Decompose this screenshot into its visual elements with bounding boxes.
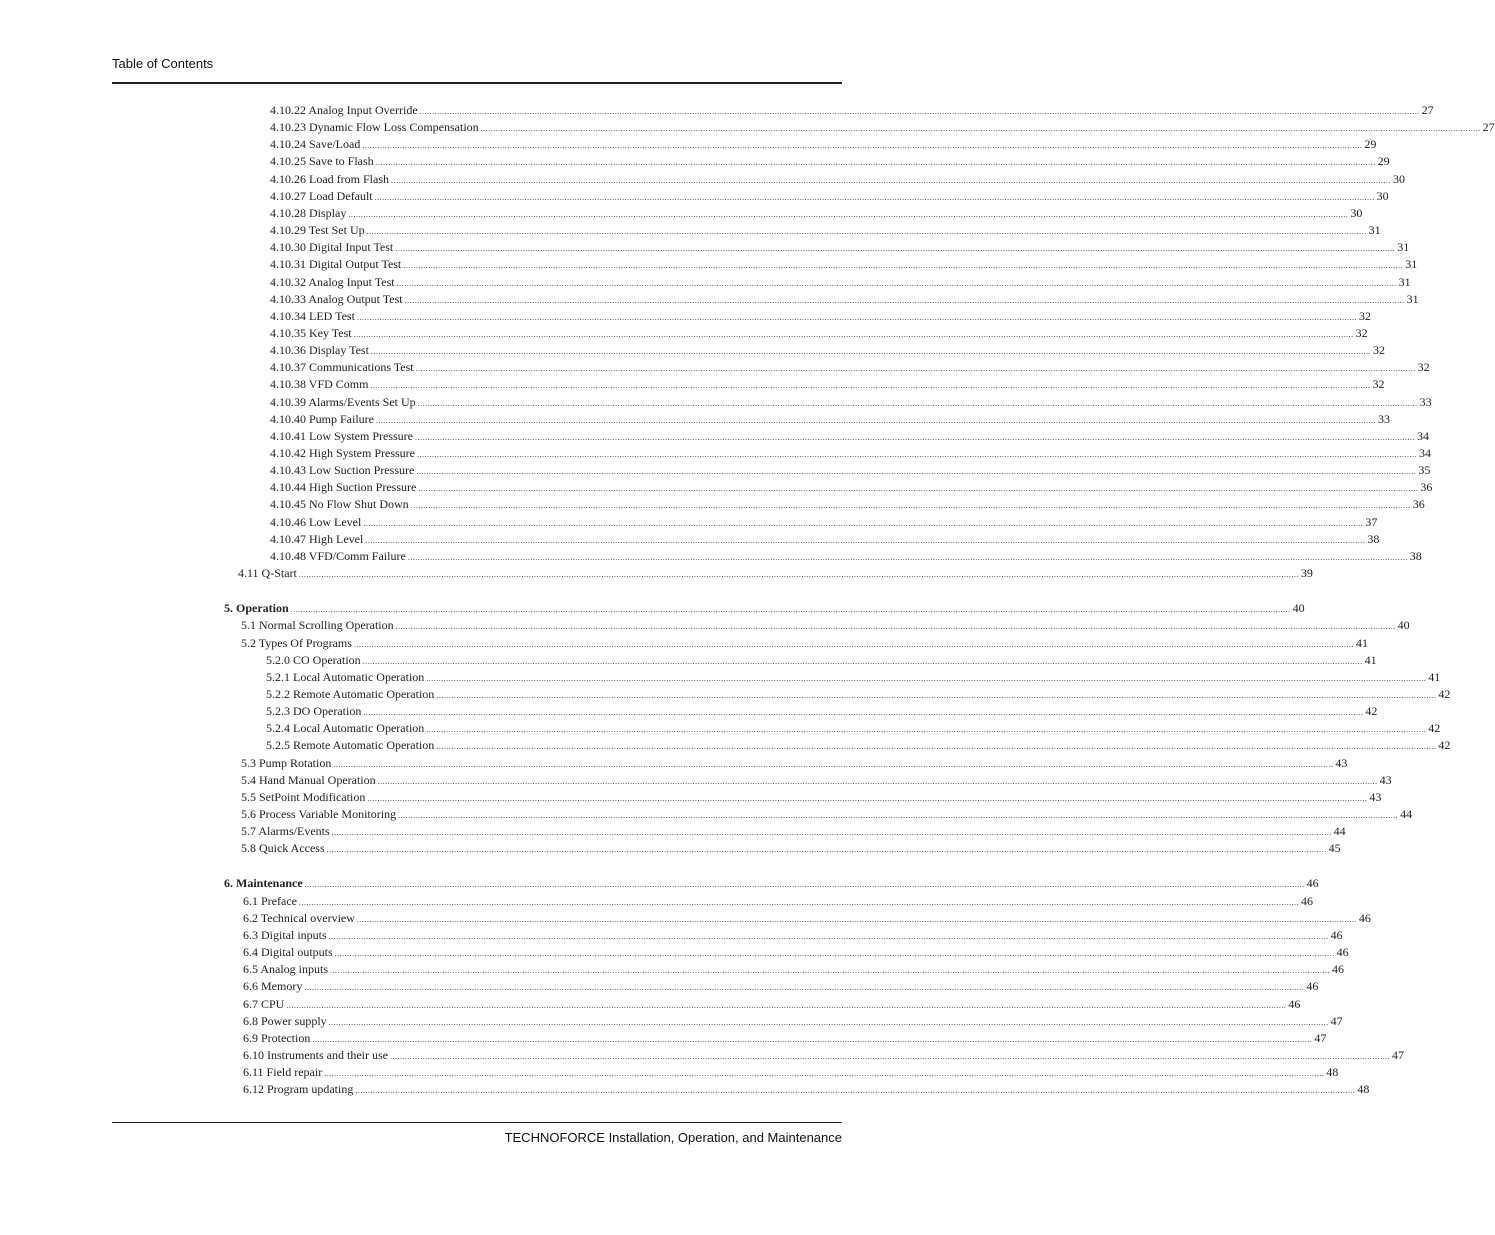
toc-entry[interactable] (243, 1064, 1339, 1080)
toc-leader-dots: ................................................................................................................................................................................................................................................................................................................................................................................................................ (404, 295, 1405, 305)
toc-entry-page: 45 (1328, 841, 1341, 856)
toc-entry-title: 4.10.38 VFD Comm (270, 377, 369, 392)
toc-entry[interactable] (270, 411, 1390, 427)
toc-entry[interactable] (270, 188, 1389, 204)
toc-entry[interactable] (243, 893, 1313, 909)
toc-leader-dots: ................................................................................................................................................................................................................................................................................................................................................................................................................ (407, 552, 1408, 562)
toc-entry[interactable] (270, 496, 1425, 512)
toc-entry-page: 30 (1350, 205, 1363, 220)
toc-entry-title: 4.10.42 High System Pressure (270, 446, 415, 460)
toc-entry-title: 5.2.4 Local Automatic Operation (266, 721, 425, 736)
toc-leader-dots: ................................................................................................................................................................................................................................................................................................................................................................................................................ (356, 914, 1357, 924)
toc-entry-page: 30 (1393, 171, 1405, 186)
toc-entry-title: 6.11 Field repair (243, 1065, 323, 1080)
toc-entry[interactable] (270, 514, 1378, 530)
toc-entry[interactable] (270, 222, 1381, 238)
toc-leader-dots: ................................................................................................................................................................................................................................................................................................................................................................................................................ (348, 209, 1349, 219)
toc-entry-title: 4.10.29 Test Set Up (270, 223, 365, 238)
toc-entry[interactable] (243, 996, 1301, 1012)
toc-entry[interactable] (266, 669, 1441, 685)
toc-entry-title: 6.5 Analog inputs (243, 962, 329, 977)
toc-entry-page: 48 (1357, 1082, 1370, 1097)
toc-entry-title: 5.3 Pump Rotation (241, 755, 332, 770)
toc-entry-page: 47 (1314, 1030, 1327, 1045)
toc-entry-title: 6.9 Protection (243, 1030, 311, 1045)
toc-entry-title: 4.10.24 Save/Load (270, 137, 361, 152)
toc-leader-dots: ................................................................................................................................................................................................................................................................................................................................................................................................................ (328, 1017, 1329, 1027)
toc-leader-dots: ................................................................................................................................................................................................................................................................................................................................................................................................................ (436, 742, 1437, 752)
toc-leader-dots: ................................................................................................................................................................................................................................................................................................................................................................................................................ (290, 605, 1291, 615)
toc-entry[interactable] (243, 927, 1343, 943)
toc-leader-dots: ................................................................................................................................................................................................................................................................................................................................................................................................................ (304, 880, 1305, 890)
toc-leader-dots: ................................................................................................................................................................................................................................................................................................................................................................................................................ (366, 227, 1367, 237)
toc-entry[interactable] (270, 171, 1405, 187)
toc-entry[interactable] (270, 136, 1377, 152)
toc-entry[interactable] (266, 686, 1451, 702)
toc-entry[interactable] (270, 359, 1430, 375)
toc-entry-title: 4.10.35 Key Test (270, 325, 352, 340)
toc-entry[interactable] (270, 428, 1429, 444)
toc-entry-title: 4.10.33 Analog Output Test (270, 291, 403, 306)
toc-entry-page: 44 (1400, 807, 1413, 821)
toc-entry-title: 5.2.0 CO Operation (266, 652, 361, 667)
toc-entry-title: 6.4 Digital outputs (243, 945, 333, 960)
toc-entry-page: 29 (1364, 137, 1377, 152)
toc-entry[interactable] (270, 308, 1371, 324)
toc-leader-dots: ................................................................................................................................................................................................................................................................................................................................................................................................................ (395, 244, 1396, 254)
toc-leader-dots: ................................................................................................................................................................................................................................................................................................................................................................................................................ (480, 124, 1481, 134)
toc-entry-title: 5.7 Alarms/Events (241, 824, 330, 839)
toc-leader-dots: ................................................................................................................................................................................................................................................................................................................................................................................................................ (417, 450, 1417, 459)
toc-entry[interactable] (270, 376, 1385, 392)
toc-entry[interactable] (266, 703, 1378, 719)
toc-entry-title: 4.10.41 Low System Pressure (270, 428, 413, 443)
toc-entry-page: 27 (1482, 120, 1495, 135)
toc-leader-dots: ................................................................................................................................................................................................................................................................................................................................................................................................................ (304, 983, 1305, 993)
toc-leader-dots: ................................................................................................................................................................................................................................................................................................................................................................................................................ (367, 793, 1368, 803)
toc-entry-title: 4.10.23 Dynamic Flow Loss Compensation (270, 120, 479, 135)
toc-entry-page: 46 (1306, 876, 1319, 891)
toc-entry-title: 5.8 Quick Access (241, 841, 325, 856)
toc-leader-dots: ................................................................................................................................................................................................................................................................................................................................................................................................................ (375, 158, 1376, 168)
toc-entry-page: 29 (1377, 154, 1390, 169)
toc-entry[interactable] (241, 789, 1382, 805)
toc-leader-dots: ................................................................................................................................................................................................................................................................................................................................................................................................................ (298, 897, 1299, 907)
toc-entry[interactable] (270, 119, 1495, 135)
toc-leader-dots: ................................................................................................................................................................................................................................................................................................................................................................................................................ (353, 639, 1354, 649)
toc-entry-title: 4.10.40 Pump Failure (270, 411, 374, 426)
toc-leader-dots: ................................................................................................................................................................................................................................................................................................................................................................................................................ (415, 432, 1415, 442)
toc-leader-dots: ................................................................................................................................................................................................................................................................................................................................................................................................................ (377, 776, 1378, 786)
toc-entry-title: 4.10.43 Low Suction Pressure (270, 463, 415, 478)
toc-entry-page: 46 (1332, 962, 1345, 977)
toc-entry[interactable] (241, 772, 1392, 788)
toc-leader-dots: ................................................................................................................................................................................................................................................................................................................................................................................................................ (398, 811, 1399, 820)
toc-leader-dots: ................................................................................................................................................................................................................................................................................................................................................................................................................ (333, 759, 1334, 769)
footer-divider (112, 1122, 842, 1123)
toc-leader-dots: ................................................................................................................................................................................................................................................................................................................................................................................................................ (426, 725, 1427, 735)
toc-entry-page: 42 (1438, 686, 1451, 701)
toc-leader-dots: ................................................................................................................................................................................................................................................................................................................................................................................................................ (418, 484, 1419, 494)
toc-entry-page: 43 (1369, 789, 1382, 804)
toc-entry[interactable] (241, 806, 1413, 822)
toc-leader-dots: ................................................................................................................................................................................................................................................................................................................................................................................................................ (312, 1034, 1313, 1044)
toc-entry[interactable] (270, 394, 1432, 410)
toc-entry-title: 4.10.46 Low Level (270, 514, 362, 529)
toc-entry-title: 4.11 Q-Start (238, 566, 297, 581)
toc-entry[interactable] (241, 840, 1341, 856)
toc-entry-page: 35 (1418, 463, 1431, 478)
toc-entry-page: 42 (1438, 738, 1451, 753)
toc-entry-page: 46 (1306, 979, 1319, 994)
toc-entry-page: 46 (1300, 893, 1313, 908)
toc-leader-dots: ................................................................................................................................................................................................................................................................................................................................................................................................................ (353, 329, 1354, 339)
toc-entry-page: 47 (1391, 1047, 1404, 1062)
toc-entry-title: 4.10.30 Digital Input Test (270, 240, 394, 255)
toc-entry-page: 39 (1300, 566, 1313, 581)
toc-entry-page: 33 (1378, 411, 1390, 426)
toc-entry-page: 37 (1365, 514, 1378, 529)
toc-leader-dots: ................................................................................................................................................................................................................................................................................................................................................................................................................ (286, 1000, 1287, 1010)
toc-entry-page: 31 (1397, 240, 1410, 255)
toc-entry-title: 5.5 SetPoint Modification (241, 789, 366, 804)
toc-leader-dots: ................................................................................................................................................................................................................................................................................................................................................................................................................ (298, 570, 1299, 580)
toc-entry[interactable] (243, 1081, 1370, 1097)
page-footer-text: TECHNOFORCE Installation, Operation, and Maintenance (504, 1130, 842, 1145)
toc-entry-page: 41 (1428, 669, 1441, 684)
toc-entry[interactable] (270, 342, 1385, 358)
toc-entry[interactable] (270, 239, 1410, 255)
toc-entry-page: 41 (1364, 652, 1377, 667)
toc-leader-dots: ................................................................................................................................................................................................................................................................................................................................................................................................................ (363, 518, 1364, 528)
toc-entry[interactable] (270, 325, 1368, 341)
toc-leader-dots: ................................................................................................................................................................................................................................................................................................................................................................................................................ (365, 535, 1366, 545)
toc-entry-page: 43 (1335, 755, 1348, 770)
toc-entry-title: 6.6 Memory (243, 979, 303, 994)
toc-entry[interactable] (270, 531, 1380, 547)
toc-entry[interactable] (266, 737, 1451, 753)
toc-entry-page: 48 (1326, 1065, 1339, 1080)
toc-entry-title: 6.2 Technical overview (243, 910, 355, 925)
toc-entry-title: 4.10.28 Display (270, 205, 347, 220)
toc-leader-dots: ................................................................................................................................................................................................................................................................................................................................................................................................................ (410, 501, 1411, 511)
toc-entry-page: 32 (1372, 377, 1385, 392)
toc-entry-page: 46 (1288, 996, 1301, 1011)
toc-entry-page: 34 (1419, 446, 1431, 460)
toc-entry[interactable] (243, 944, 1349, 960)
toc-entry-page: 36 (1420, 480, 1433, 495)
toc-entry-page: 38 (1367, 531, 1380, 546)
toc-leader-dots: ................................................................................................................................................................................................................................................................................................................................................................................................................ (370, 381, 1371, 391)
toc-entry-title: 6.10 Instruments and their use (243, 1047, 388, 1062)
toc-leader-dots: ................................................................................................................................................................................................................................................................................................................................................................................................................ (374, 192, 1375, 202)
toc-entry[interactable] (243, 1047, 1404, 1063)
toc-entry[interactable] (243, 1030, 1327, 1046)
toc-entry-page: 31 (1368, 223, 1381, 238)
toc-entry[interactable] (241, 755, 1348, 771)
header-divider (112, 82, 842, 84)
toc-entry-title: 4.10.36 Display Test (270, 343, 369, 358)
toc-leader-dots: ................................................................................................................................................................................................................................................................................................................................................................................................................ (426, 673, 1427, 683)
toc-leader-dots: ................................................................................................................................................................................................................................................................................................................................................................................................................ (396, 278, 1397, 288)
toc-leader-dots: ................................................................................................................................................................................................................................................................................................................................................................................................................ (362, 141, 1363, 151)
toc-entry-page: 41 (1355, 635, 1368, 650)
toc-entry-title: 5.4 Hand Manual Operation (241, 772, 376, 787)
toc-entry[interactable] (241, 617, 1410, 633)
toc-leader-dots: ................................................................................................................................................................................................................................................................................................................................................................................................................ (330, 966, 1331, 976)
toc-entry-title: 6.3 Digital inputs (243, 927, 327, 942)
toc-entry-title: 4.10.31 Digital Output Test (270, 257, 402, 272)
toc-entry-page: 40 (1397, 618, 1410, 633)
toc-entry-page: 30 (1376, 188, 1389, 203)
toc-entry-page: 34 (1417, 428, 1429, 443)
toc-entry-page: 40 (1292, 601, 1305, 616)
toc-leader-dots: ................................................................................................................................................................................................................................................................................................................................................................................................................ (415, 364, 1416, 374)
page-header-title: Table of Contents (112, 56, 214, 71)
toc-entry-title: 6.7 CPU (243, 996, 285, 1011)
toc-entry-page: 36 (1412, 497, 1425, 512)
toc-entry-title: 4.10.44 High Suction Pressure (270, 480, 417, 495)
toc-entry[interactable] (241, 823, 1346, 839)
toc-entry[interactable] (270, 274, 1411, 290)
toc-leader-dots: ................................................................................................................................................................................................................................................................................................................................................................................................................ (370, 347, 1371, 357)
toc-entry-page: 44 (1333, 824, 1346, 839)
toc-entry-title: 4.10.26 Load from Flash (270, 171, 389, 186)
toc-entry[interactable] (224, 875, 1319, 891)
toc-entry-page: 27 (1421, 103, 1434, 117)
toc-entry[interactable] (270, 102, 1434, 118)
toc-entry[interactable] (266, 652, 1377, 668)
toc-entry-title: 4.10.32 Analog Input Test (270, 274, 395, 289)
toc-entry-page: 47 (1330, 1013, 1343, 1028)
toc-entry-title: 6.1 Preface (243, 893, 297, 908)
toc-entry-page: 31 (1405, 257, 1418, 272)
toc-leader-dots: ................................................................................................................................................................................................................................................................................................................................................................................................................ (328, 931, 1329, 941)
toc-entry[interactable] (243, 910, 1371, 926)
toc-entry-title: 4.10.39 Alarms/Events Set Up (270, 394, 416, 409)
toc-entry-page: 31 (1398, 274, 1411, 289)
toc-entry-page: 46 (1330, 927, 1343, 942)
toc-entry[interactable] (270, 445, 1431, 461)
toc-leader-dots: ................................................................................................................................................................................................................................................................................................................................................................................................................ (356, 312, 1357, 322)
toc-entry-title: 4.10.22 Analog Input Override (270, 103, 418, 117)
toc-entry-title: 5. Operation (224, 601, 289, 616)
toc-entry-title: 4.10.48 VFD/Comm Failure (270, 548, 406, 563)
toc-leader-dots: ................................................................................................................................................................................................................................................................................................................................................................................................................ (331, 828, 1332, 838)
toc-entry-title: 4.10.34 LED Test (270, 308, 355, 323)
toc-entry-page: 32 (1417, 360, 1430, 375)
toc-leader-dots: ................................................................................................................................................................................................................................................................................................................................................................................................................ (362, 656, 1363, 666)
toc-entry[interactable] (224, 600, 1305, 616)
toc-leader-dots: ................................................................................................................................................................................................................................................................................................................................................................................................................ (403, 261, 1404, 271)
toc-leader-dots: ................................................................................................................................................................................................................................................................................................................................................................................................................ (324, 1069, 1325, 1079)
toc-leader-dots: ................................................................................................................................................................................................................................................................................................................................................................................................................ (326, 845, 1327, 855)
toc-entry-title: 6.8 Power supply (243, 1013, 327, 1028)
toc-entry-title: 6. Maintenance (224, 876, 303, 891)
toc-entry-title: 5.1 Normal Scrolling Operation (241, 618, 394, 633)
toc-entry-title: 5.6 Process Variable Monitoring (241, 807, 397, 821)
toc-entry-page: 43 (1379, 772, 1392, 787)
toc-entry[interactable] (270, 291, 1419, 307)
toc-entry-page: 32 (1358, 308, 1371, 323)
toc-leader-dots: ................................................................................................................................................................................................................................................................................................................................................................................................................ (376, 415, 1376, 425)
toc-entry-title: 4.10.25 Save to Flash (270, 154, 374, 169)
toc-entry[interactable] (238, 565, 1313, 581)
toc-entry-page: 42 (1365, 704, 1378, 719)
toc-entry-page: 32 (1372, 343, 1385, 358)
toc-entry-title: 4.10.27 Load Default (270, 188, 373, 203)
toc-entry-page: 46 (1358, 910, 1371, 925)
toc-entry[interactable] (270, 153, 1390, 169)
toc-entry[interactable] (270, 479, 1433, 495)
toc-leader-dots: ................................................................................................................................................................................................................................................................................................................................................................................................................ (334, 949, 1335, 959)
toc-entry[interactable] (243, 961, 1345, 977)
toc-entry[interactable] (270, 462, 1431, 478)
toc-leader-dots: ................................................................................................................................................................................................................................................................................................................................................................................................................ (419, 107, 1420, 116)
toc-entry-title: 5.2.3 DO Operation (266, 704, 362, 719)
toc-leader-dots: ................................................................................................................................................................................................................................................................................................................................................................................................................ (389, 1051, 1390, 1061)
toc-entry-page: 32 (1355, 325, 1368, 340)
toc-entry[interactable] (241, 635, 1368, 651)
toc-entry-title: 5.2 Types Of Programs (241, 635, 352, 650)
toc-leader-dots: ................................................................................................................................................................................................................................................................................................................................................................................................................ (395, 622, 1396, 632)
toc-entry-page: 42 (1428, 721, 1441, 736)
toc-entry-page: 46 (1336, 945, 1349, 960)
toc-entry[interactable] (270, 256, 1418, 272)
toc-leader-dots: ................................................................................................................................................................................................................................................................................................................................................................................................................ (355, 1086, 1356, 1096)
toc-leader-dots: ................................................................................................................................................................................................................................................................................................................................................................................................................ (416, 467, 1417, 477)
toc-leader-dots: ................................................................................................................................................................................................................................................................................................................................................................................................................ (363, 708, 1364, 718)
toc-entry-title: 4.10.45 No Flow Shut Down (270, 497, 409, 512)
toc-entry[interactable] (243, 978, 1319, 994)
toc-leader-dots: ................................................................................................................................................................................................................................................................................................................................................................................................................ (436, 690, 1437, 700)
toc-entry-title: 5.2.1 Local Automatic Operation (266, 669, 425, 684)
toc-entry[interactable] (270, 548, 1422, 564)
toc-leader-dots: ................................................................................................................................................................................................................................................................................................................................................................................................................ (417, 398, 1418, 408)
toc-entry-title: 6.12 Program updating (243, 1082, 354, 1097)
toc-entry-page: 31 (1406, 291, 1419, 306)
toc-entry-title: 4.10.37 Communications Test (270, 360, 414, 375)
toc-entry[interactable] (243, 1013, 1343, 1029)
toc-entry-title: 5.2.2 Remote Automatic Operation (266, 686, 435, 701)
toc-entry-page: 33 (1419, 394, 1432, 409)
toc-entry-title: 5.2.5 Remote Automatic Operation (266, 738, 435, 753)
toc-entry[interactable] (270, 205, 1363, 221)
toc-leader-dots: ................................................................................................................................................................................................................................................................................................................................................................................................................ (391, 175, 1391, 185)
toc-entry-title: 4.10.47 High Level (270, 531, 364, 546)
toc-entry-page: 38 (1409, 548, 1422, 563)
toc-entry[interactable] (266, 720, 1441, 736)
